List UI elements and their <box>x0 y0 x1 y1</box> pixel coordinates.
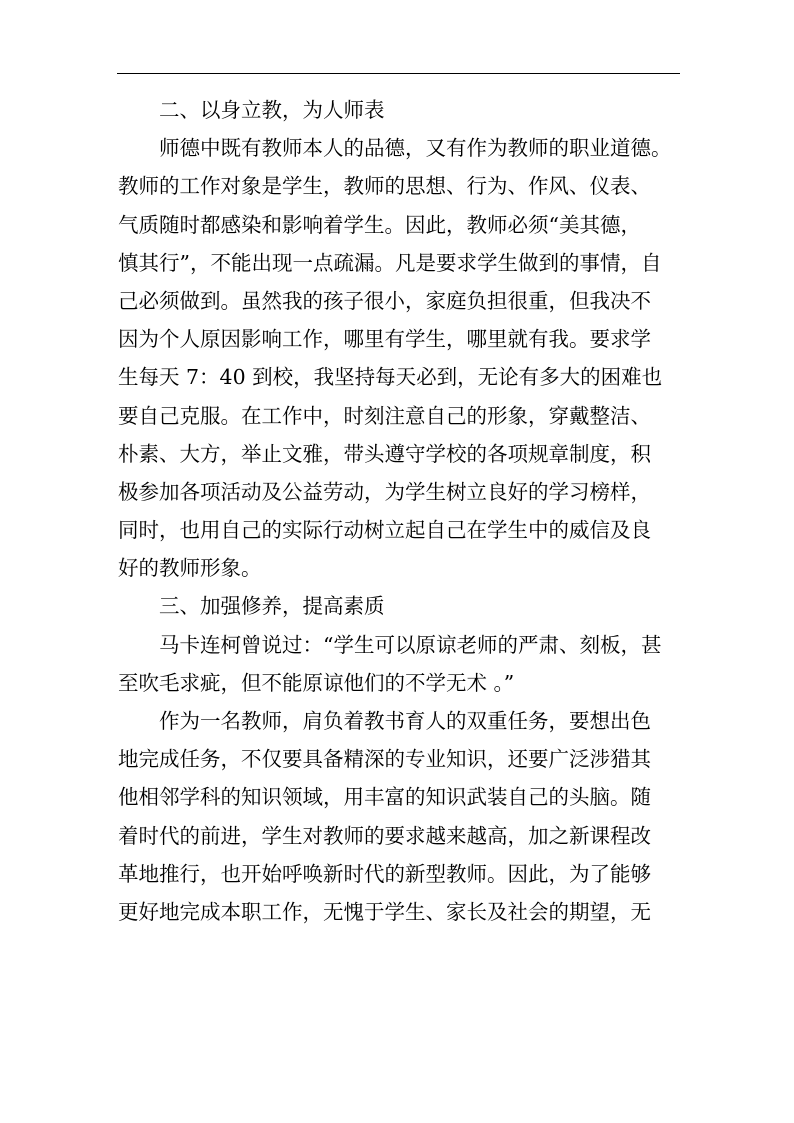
paragraph-line: 好的教师形象。 <box>118 556 262 581</box>
paragraph-line: 气质随时都感染和影响着学生。因此，教师必须“美其德， <box>118 212 641 237</box>
paragraph-line: 生每天 7：40 到校，我坚持每天必到，无论有多大的困难也 <box>118 365 663 390</box>
paragraph-line: 革地推行，也开始呼唤新时代的新型教师。因此，为了能够 <box>118 861 651 886</box>
paragraph-line: 要自己克服。在工作中，时刻注意自己的形象，穿戴整洁、 <box>118 403 651 428</box>
paragraph-line: 着时代的前进，学生对教师的要求越来越高，加之新课程改 <box>118 823 651 848</box>
document-body <box>118 91 684 931</box>
paragraph-line: 至吹毛求疵，但不能原谅他们的不学无术 。” <box>118 670 515 695</box>
paragraph-line: 朴素、大方，举止文雅，带头遵守学校的各项规章制度，积 <box>118 441 651 466</box>
header-rule <box>117 73 680 74</box>
paragraph-line: 更好地完成本职工作，无愧于学生、家长及社会的期望，无 <box>118 899 651 924</box>
paragraph-line: 教师的工作对象是学生，教师的思想、行为、作风、仪表、 <box>118 174 651 199</box>
paragraph-line: 极参加各项活动及公益劳动，为学生树立良好的学习榜样， <box>118 479 651 504</box>
paragraph-line: 作为一名教师，肩负着教书育人的双重任务，要想出色 <box>159 709 651 733</box>
paragraph-line: 因为个人原因影响工作，哪里有学生，哪里就有我。要求学 <box>118 327 651 352</box>
section-heading: 三、加强修养，提高素质 <box>159 594 385 619</box>
section-heading: 二、以身立教，为人师表 <box>159 98 385 122</box>
paragraph-line: 他相邻学科的知识领域，用丰富的知识武装自己的头脑。随 <box>118 785 651 810</box>
paragraph-line: 慎其行”，不能出现一点疏漏。凡是要求学生做到的事情，自 <box>118 250 662 275</box>
paragraph-line: 同时，也用自己的实际行动树立起自己在学生中的威信及良 <box>118 518 651 543</box>
paragraph-line: 师德中既有教师本人的品德，又有作为教师的职业道德。 <box>159 136 672 161</box>
paragraph-line: 己必须做到。虽然我的孩子很小，家庭负担很重，但我决不 <box>118 288 651 313</box>
paragraph-line: 地完成任务，不仅要具备精深的专业知识，还要广泛涉猎其 <box>118 747 651 772</box>
paragraph-line: 马卡连柯曾说过：“学生可以原谅老师的严肃、刻板，甚 <box>159 632 662 657</box>
